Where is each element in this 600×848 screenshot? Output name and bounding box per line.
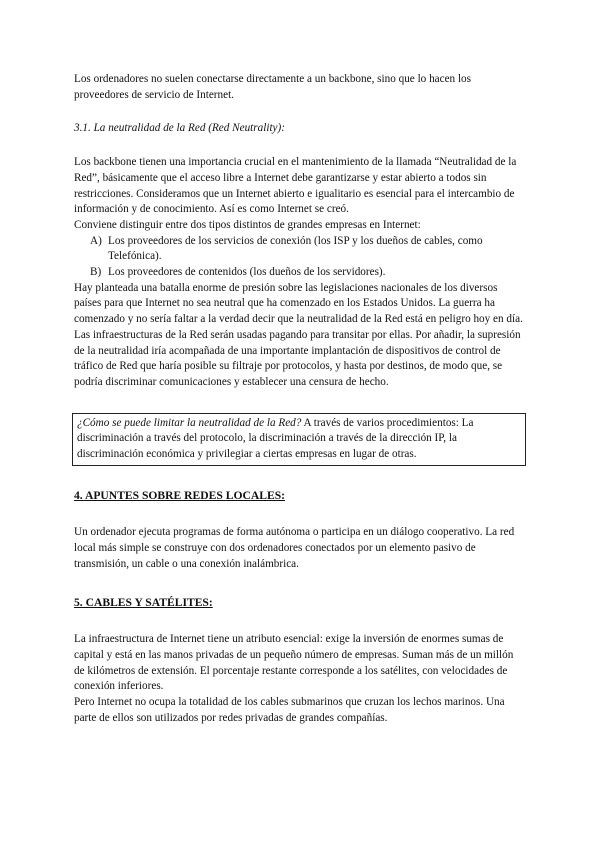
note-answer: A través de varios procedimientos: La discriminación a través del protocolo, la discriminación a través de la dirección IP, la discriminación económica y privilegiar a ciertas empresas en lugar de otras. — [77, 416, 474, 461]
section-3-1-paragraph-2: Conviene distinguir entre dos tipos distintos de grandes empresas en Internet: — [74, 218, 421, 231]
section-3-1-paragraph-1: Los backbone tienen una importancia crucial en el mantenimiento de la llamada “Neutralidad de la Red”, básicamente que el acceso libre a Internet debe garantizarse y estar abierto a todos sin restricciones. Consideramos que un Internet abierto e igualitario es esencial para el intercambio de información y de conocimiento. Así es como Internet se creó. — [74, 156, 517, 216]
list-item — [74, 234, 524, 265]
list-item-text: Los proveedores de contenidos (los dueños de los servidores). — [108, 266, 386, 279]
intro-paragraph: Los ordenadores no suelen conectarse directamente a un backbone, sino que lo hacen los proveedores de servicio de Internet. — [74, 73, 472, 101]
list-item — [74, 265, 524, 281]
document-page — [74, 72, 524, 727]
section-3-1-paragraph-3: Hay planteada una batalla enorme de presión sobre las legislaciones nacionales de los diversos países para que Internet no sea neutral que ha comenzado en los Estados Unidos. La guerra ha comenzado y no sería faltar a la verdad decir que la neutralidad de la Red está en peligro hoy en día. Las infraestructuras de la Red serán usadas pagando para transitar por ellas. Por añadir, la supresión de la neutralidad iría acompañada de una importante implantación de dispositivos de control de tráfico de Red que haría posible su filtraje por protocolos, y hasta por destinos, de modo que, se podría discriminar comunicaciones y establecer una censura de hecho. — [74, 281, 523, 388]
section-5-paragraph-2: Pero Internet no ocupa la totalidad de los cables submarinos que cruzan los lechos marinos. Una parte de ellos son utilizados por redes privadas de grandes compañías. — [74, 696, 505, 724]
note-question: ¿Cómo se puede limitar la neutralidad de la Red? — [77, 416, 302, 429]
section-5-paragraph-1: La infraestructura de Internet tiene un atributo esencial: exige la inversión de enormes sumas de capital y está en las manos privadas de un pequeño número de empresas. Suman más de un millón de kilómetros de extensión. El porcentaje restante corresponde a los satélites, con velocidades de conexión inferiores. — [74, 633, 514, 693]
list-marker: B) — [90, 266, 102, 279]
list-marker: A) — [90, 234, 102, 247]
list-item-text: Los proveedores de los servicios de conexión (los ISP y los dueños de cables, como Telefónica). — [108, 234, 483, 263]
section-5-heading: 5. CABLES Y SATÉLITES: — [74, 595, 213, 609]
section-4-heading: 4. APUNTES SOBRE REDES LOCALES: — [74, 488, 285, 502]
section-4-paragraph: Un ordenador ejecuta programas de forma autónoma o participa en un diálogo cooperativo. La red local más simple se construye con dos ordenadores conectados por un elemento pasivo de transmisión, un cable o una conexión inalámbrica. — [74, 526, 515, 570]
section-3-1-title: 3.1. La neutralidad de la Red (Red Neutrality): — [74, 122, 285, 135]
provider-list — [74, 234, 524, 281]
note-box — [72, 413, 526, 466]
